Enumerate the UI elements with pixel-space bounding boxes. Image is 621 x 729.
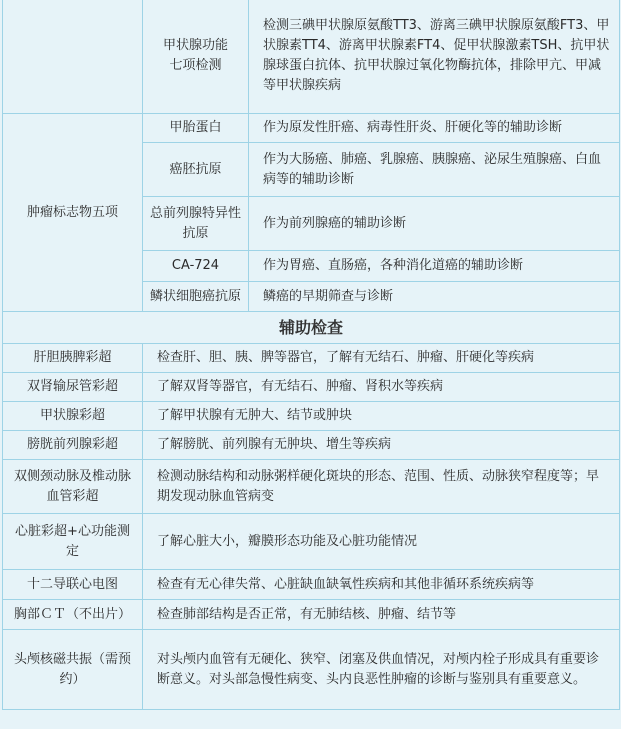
exam-description: 了解心脏大小，瓣膜形态功能及心脏功能情况 (143, 514, 620, 570)
table-row (3, 402, 620, 431)
table-row (3, 570, 620, 600)
exam-name: 双肾输尿管彩超 (3, 373, 143, 402)
exam-name: 心脏彩超+心功能测定 (3, 514, 143, 570)
exam-name-line: 七项检测 (169, 58, 222, 73)
exam-description: 了解膀胱、前列腺有无肿块、增生等疾病 (143, 431, 620, 460)
table-row (3, 373, 620, 402)
row-blank-cell (3, 0, 143, 114)
exam-description: 作为前列腺癌的辅助诊断 (249, 197, 620, 251)
exam-items-table (2, 0, 620, 710)
exam-name: 双侧颈动脉及椎动脉血管彩超 (3, 460, 143, 514)
exam-name: 总前列腺特异性抗原 (143, 197, 249, 251)
table-row (3, 514, 620, 570)
exam-name: 膀胱前列腺彩超 (3, 431, 143, 460)
exam-description: 检查肝、胆、胰、脾等器官，了解有无结石、肿瘤、肝硬化等疾病 (143, 344, 620, 373)
exam-description: 作为大肠癌、肺癌、乳腺癌、胰腺癌、泌尿生殖腺癌、白血病等的辅助诊断 (249, 143, 620, 197)
exam-description: 了解双肾等器官，有无结石、肿瘤、肾积水等疾病 (143, 373, 620, 402)
exam-name: 癌胚抗原 (143, 143, 249, 197)
exam-description: 检查有无心律失常、心脏缺血缺氧性疾病和其他非循环系统疾病等 (143, 570, 620, 600)
exam-name: 肝胆胰脾彩超 (3, 344, 143, 373)
table-row (3, 460, 620, 514)
exam-description: 检查肺部结构是否正常，有无肺结核、肿瘤、结节等 (143, 600, 620, 630)
exam-description: 鳞癌的早期筛查与诊断 (249, 282, 620, 312)
exam-name: CA-724 (143, 251, 249, 282)
exam-name (143, 0, 249, 114)
exam-description: 作为胃癌、直肠癌，各种消化道癌的辅助诊断 (249, 251, 620, 282)
table-row (3, 600, 620, 630)
section-title: 辅助检查 (3, 312, 620, 344)
table-row (3, 114, 620, 143)
exam-name: 鳞状细胞癌抗原 (143, 282, 249, 312)
exam-name: 甲状腺彩超 (3, 402, 143, 431)
exam-name: 胸部ＣＴ（不出片） (3, 600, 143, 630)
table-row (3, 344, 620, 373)
exam-name: 十二导联心电图 (3, 570, 143, 600)
exam-name: 甲胎蛋白 (143, 114, 249, 143)
exam-description: 检测三碘甲状腺原氨酸TT3、游离三碘甲状腺原氨酸FT3、甲状腺素TT4、游离甲状腺素FT4、促甲状腺激素TSH、抗甲状腺球蛋白抗体、抗甲状腺过氧化物酶抗体，排除甲亢、甲减等甲状腺疾病 (249, 0, 620, 114)
table-row (3, 431, 620, 460)
group-name: 肿瘤标志物五项 (3, 114, 143, 312)
exam-description: 了解甲状腺有无肿大、结节或肿块 (143, 402, 620, 431)
table-row (3, 630, 620, 710)
exam-description: 对头颅内血管有无硬化、狭窄、闭塞及供血情况，对颅内栓子形成具有重要诊断意义。对头部急慢性病变、头内良恶性肿瘤的诊断与鉴别具有重要意义。 (143, 630, 620, 710)
exam-description: 检测动脉结构和动脉粥样硬化斑块的形态、范围、性质、动脉狭窄程度等；早期发现动脉血管病变 (143, 460, 620, 514)
section-title-row (3, 312, 620, 344)
table-row (3, 0, 620, 114)
exam-description: 作为原发性肝癌、病毒性肝炎、肝硬化等的辅助诊断 (249, 114, 620, 143)
exam-name: 头颅核磁共振（需预约） (3, 630, 143, 710)
exam-name-line: 甲状腺功能 (162, 38, 228, 53)
